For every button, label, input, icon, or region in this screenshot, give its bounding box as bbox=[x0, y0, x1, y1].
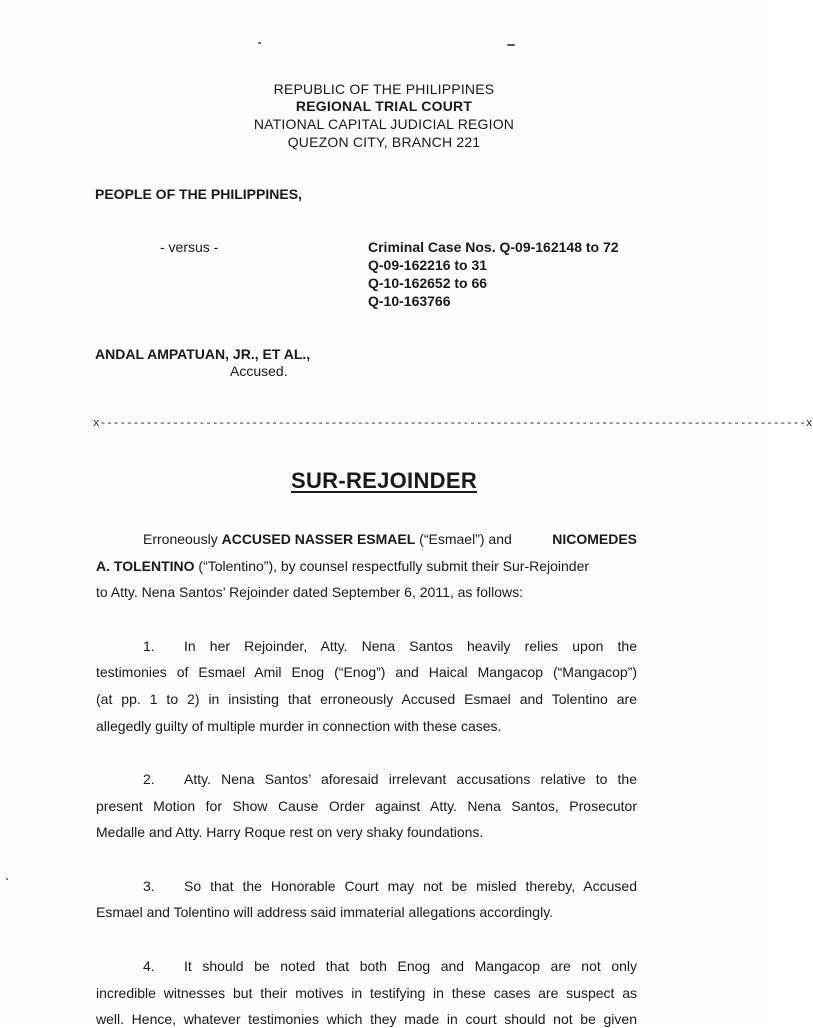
versus-label: - versus - bbox=[160, 239, 219, 255]
header-region: NATIONAL CAPITAL JUDICIAL REGION bbox=[253, 116, 515, 132]
plaintiff-name: PEOPLE OF THE PHILIPPINES, bbox=[95, 186, 302, 202]
paragraph-line: testimonies of Esmael Amil Enog (“Enog”) and Haical Mangacop (“Mangacop”) bbox=[96, 664, 637, 680]
case-number-line: Q-09-162216 to 31 bbox=[368, 257, 488, 273]
scan-speck bbox=[6, 878, 8, 880]
caption-divider: x-----------------------------------------------------------------------------------------------------------x bbox=[93, 418, 813, 430]
document-title: SUR-REJOINDER bbox=[290, 468, 478, 493]
paragraph-line: incredible witnesses but their motives in testifying in these cases are suspect as bbox=[96, 985, 637, 1001]
scan-speck bbox=[507, 44, 515, 46]
paragraph-line: Medalle and Atty. Harry Roque rest on very shaky foundations. bbox=[96, 824, 484, 840]
defendant-role: Accused. bbox=[230, 363, 288, 379]
paragraph-line: well. Hence, whatever testimonies which they made in court should not be given bbox=[96, 1011, 637, 1027]
accused-tolentino-first: NICOMEDES bbox=[552, 531, 637, 547]
paragraph-line: Atty. Nena Santos’ aforesaid irrelevant accusations relative to the bbox=[184, 771, 637, 787]
intro-line bbox=[96, 557, 637, 575]
paragraph-number: 3. bbox=[143, 878, 155, 894]
case-number-line: Q-10-162652 to 66 bbox=[368, 275, 488, 291]
accused-esmael-name: ACCUSED NASSER ESMAEL bbox=[221, 531, 416, 547]
intro-line bbox=[143, 530, 637, 548]
intro-line: to Atty. Nena Santos’ Rejoinder dated September 6, 2011, as follows: bbox=[96, 584, 523, 600]
accused-tolentino-last: A. TOLENTINO bbox=[96, 558, 195, 574]
paragraph-number: 4. bbox=[143, 958, 155, 974]
header-court: REGIONAL TRIAL COURT bbox=[295, 98, 473, 114]
defendant-name: ANDAL AMPATUAN, JR., ET AL., bbox=[95, 346, 311, 362]
paragraph-line: (at pp. 1 to 2) in insisting that erroneously Accused Esmael and Tolentino are bbox=[96, 691, 637, 707]
paragraph-line: So that the Honorable Court may not be misled thereby, Accused bbox=[184, 878, 637, 894]
intro-word: (“Esmael”) and bbox=[415, 531, 512, 547]
scan-speck bbox=[258, 42, 261, 44]
paragraph-number: 1. bbox=[143, 638, 155, 654]
paragraph-line: In her Rejoinder, Atty. Nena Santos heavily relies upon the bbox=[184, 638, 637, 654]
case-number-line: Q-10-163766 bbox=[368, 293, 451, 309]
paragraph-number: 2. bbox=[143, 771, 155, 787]
header-city-branch: QUEZON CITY, BRANCH 221 bbox=[287, 134, 481, 150]
intro-text: (“Tolentino”), by counsel respectfully submit their Sur-Rejoinder bbox=[194, 558, 590, 574]
paragraph-line: Esmael and Tolentino will address said immaterial allegations accordingly. bbox=[96, 904, 554, 920]
header-republic: REPUBLIC OF THE PHILIPPINES bbox=[273, 81, 495, 97]
paragraph-line: present Motion for Show Cause Order against Atty. Nena Santos, Prosecutor bbox=[96, 798, 637, 814]
paragraph-line: It should be noted that both Enog and Mangacop are not only bbox=[184, 958, 637, 974]
paragraph-line: allegedly guilty of multiple murder in connection with these cases. bbox=[96, 718, 502, 734]
intro-word: Erroneously bbox=[143, 531, 222, 547]
case-number-line: Criminal Case Nos. Q-09-162148 to 72 bbox=[368, 239, 619, 255]
